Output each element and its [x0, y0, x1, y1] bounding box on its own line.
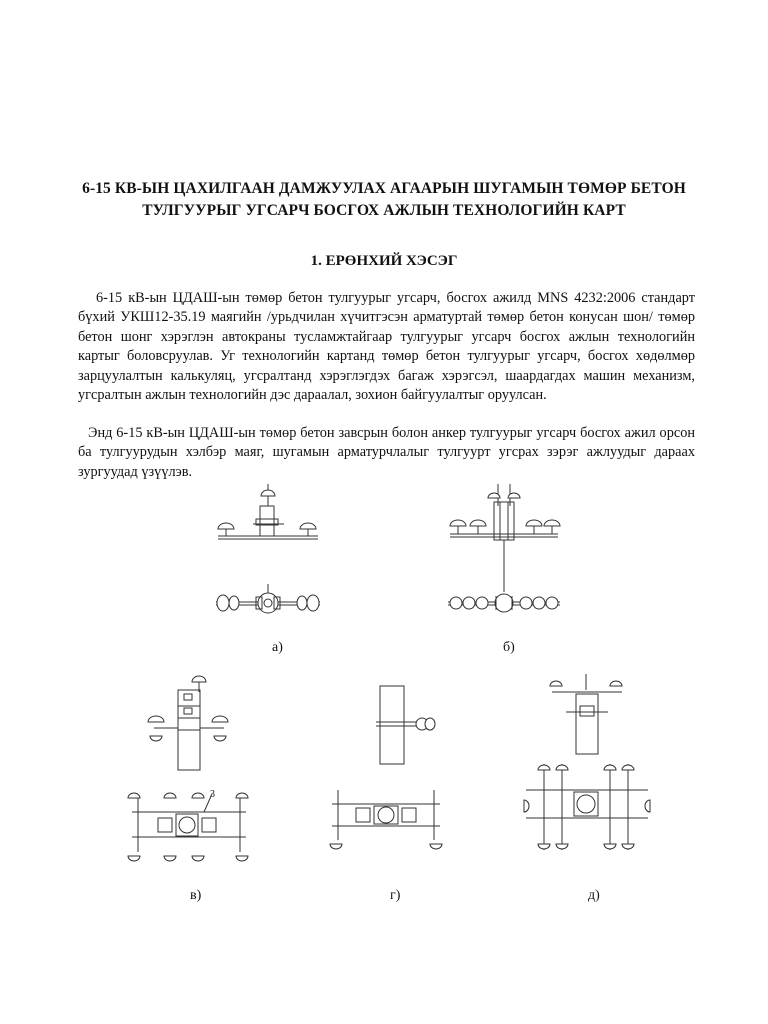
- figure-v-caption: в): [190, 888, 202, 903]
- document-title: 6-15 КВ-ЫН ЦАХИЛГААН ДАМЖУУЛАХ АГААРЫН ШУГАМЫН ТӨМӨР БЕТОН ТУЛГУУРЫГ УГСАРЧ БОСГОХ АЖЛЫН ТЕХНОЛОГИЙН КАРТ: [82, 180, 686, 219]
- figure-b-pole-drawing: [444, 484, 574, 624]
- figure-a-caption: а): [272, 640, 283, 655]
- figure-v-pole-drawing: [124, 672, 254, 872]
- figure-d-caption: д): [588, 888, 600, 903]
- paragraph-1: 6-15 кВ-ын ЦДАШ-ын төмөр бетон тулгуурыг угсарч, босгох ажилд MNS 4232:2006 стандарт бүхий УКШ12-35.19 маягийн /урьдчилан хүчитгэсэн арматуртай төмөр бетон конусан шон/ төмөр бетон шонг хэрэглэн автокраны тусламжтайгаар тулгуурыг угсарч босгох ажлын технологийн картыг боловсруулав. Уг технологийн картанд төмөр бетон тулгуурыг угсарч, босгох хөдөлмөр зарцуулалтын калькуляц, угсралтанд хэрэглэгдэх багаж хэрэгсэл, шаардагдах машин механизм, угсралтын ажлын технологийн дэс дараалал, зохион байгуулалтыг оруулсан.: [78, 290, 695, 404]
- figure-b-caption: б): [503, 640, 515, 655]
- figure-d-pole-drawing: [522, 672, 652, 872]
- figure-g-caption: г): [390, 888, 401, 903]
- figure-a-pole-drawing: [208, 484, 338, 624]
- section-heading: 1. ЕРӨНХИЙ ХЭСЭГ: [310, 253, 458, 269]
- figure-v-callout: 3: [210, 789, 215, 800]
- paragraph-2: Энд 6-15 кВ-ын ЦДАШ-ын төмөр бетон завсрын болон анкер тулгуурыг угсарч босгох ажил орсон ба тулгуурудын хэлбэр маяг, шугамын арматурчлалыг тулгуурт угсрах зэрэг ажлуудыг дараах зургуудад үзүүлэв.: [78, 425, 695, 480]
- figure-g-pole-drawing: [326, 684, 446, 864]
